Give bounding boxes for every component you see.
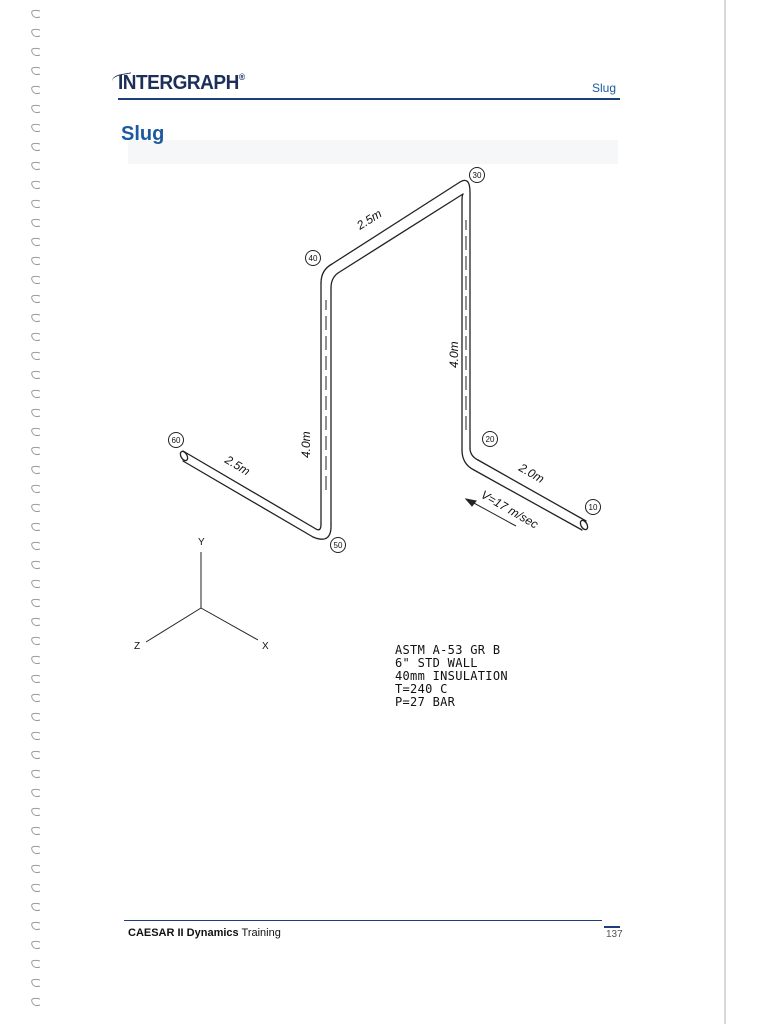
binding-ring [32,884,40,891]
binding-ring [32,162,40,169]
binding-ring [32,124,40,131]
axis-x-label: X [262,641,269,652]
binding-ring [32,561,40,568]
binding-ring [32,922,40,929]
node-10 [586,500,601,515]
binding-ring [32,86,40,93]
binding-ring [32,314,40,321]
pipe-elbow-30 [460,180,470,200]
node-30-label: 30 [472,171,482,180]
binding-ring [32,219,40,226]
node-20-label: 20 [485,435,495,444]
dim-30-20: 4.0m [447,341,461,368]
node-50-label: 50 [333,541,343,550]
binding-ring [32,409,40,416]
axis-z-label: Z [134,641,141,652]
binding-ring [32,466,40,473]
node-10-label: 10 [588,503,598,512]
binding-ring [32,371,40,378]
spec-line: 40mm INSULATION [395,669,508,683]
dim-20-10: 2.0m [516,460,547,486]
binding-ring [32,580,40,587]
binding-ring [32,10,40,17]
binding-ring [32,447,40,454]
spec-line: 6" STD WALL [395,656,478,670]
binding-ring [32,846,40,853]
binding-ring [32,485,40,492]
page-edge [724,0,726,1024]
node-60 [169,433,184,448]
spec-line: T=240 C [395,682,448,696]
binding-ring [32,732,40,739]
page-number-mark [604,926,620,928]
binding-ring [32,276,40,283]
binding-ring [32,428,40,435]
intergraph-logo: INTERGRAPH® [118,72,245,94]
dim-50-40: 4.0m [299,431,313,458]
binding-ring [32,865,40,872]
binding-ring [32,504,40,511]
binding-ring [32,808,40,815]
binding-ring [32,675,40,682]
node-40-label: 40 [308,254,318,263]
binding-ring [32,29,40,36]
binding-ring [32,998,40,1005]
node-30 [470,168,485,183]
binding-ring [32,523,40,530]
node-60-label: 60 [171,436,181,445]
axis-y-label: Y [198,537,205,548]
footer-title-normal: Training [238,927,281,939]
binding-ring [32,637,40,644]
binding-ring [32,789,40,796]
footer-title-bold: CAESAR II Dynamics [128,927,239,939]
page-number: 137 [606,929,623,940]
binding-ring [32,694,40,701]
binding-ring [32,960,40,967]
pipe-elbow-40 [321,264,338,288]
binding-ring [32,979,40,986]
binding-ring [32,200,40,207]
binding-ring [32,751,40,758]
footer-title [128,927,281,939]
node-40 [306,251,321,266]
node-20 [483,432,498,447]
binding-ring [32,257,40,264]
binding-ring [32,295,40,302]
binding-ring [32,181,40,188]
binding-ring [32,48,40,55]
binding-ring [32,656,40,663]
binding-ring [32,238,40,245]
page-header [118,70,620,100]
velocity-label: V=17 m/sec [478,487,541,532]
binding-ring [32,903,40,910]
page-title: Slug [121,123,165,145]
binding-ring [32,352,40,359]
header-section-label: Slug [591,81,616,95]
binding-ring [32,333,40,340]
header-rule [118,98,620,100]
binding-ring [32,770,40,777]
binding-ring [32,542,40,549]
node-50 [331,538,346,553]
pipe-specification [395,644,508,709]
pipe-elbow-20 [462,448,478,470]
dim-40-30: 2.5m [354,206,385,233]
binding-ring [32,390,40,397]
spec-line: P=27 BAR [395,695,456,709]
binding-ring [32,143,40,150]
binding-rings [0,0,40,1024]
coordinate-axes [146,552,258,642]
binding-ring [32,105,40,112]
dim-60-50: 2.5m [222,452,253,479]
binding-ring [32,713,40,720]
binding-ring [32,941,40,948]
binding-ring [32,827,40,834]
binding-ring [32,67,40,74]
pipe-elbow-50 [313,524,331,539]
pipe-segment-40-30 [332,182,463,273]
footer-rule [124,920,602,921]
binding-ring [32,618,40,625]
spec-line: ASTM A-53 GR B [395,643,501,657]
binding-ring [32,599,40,606]
